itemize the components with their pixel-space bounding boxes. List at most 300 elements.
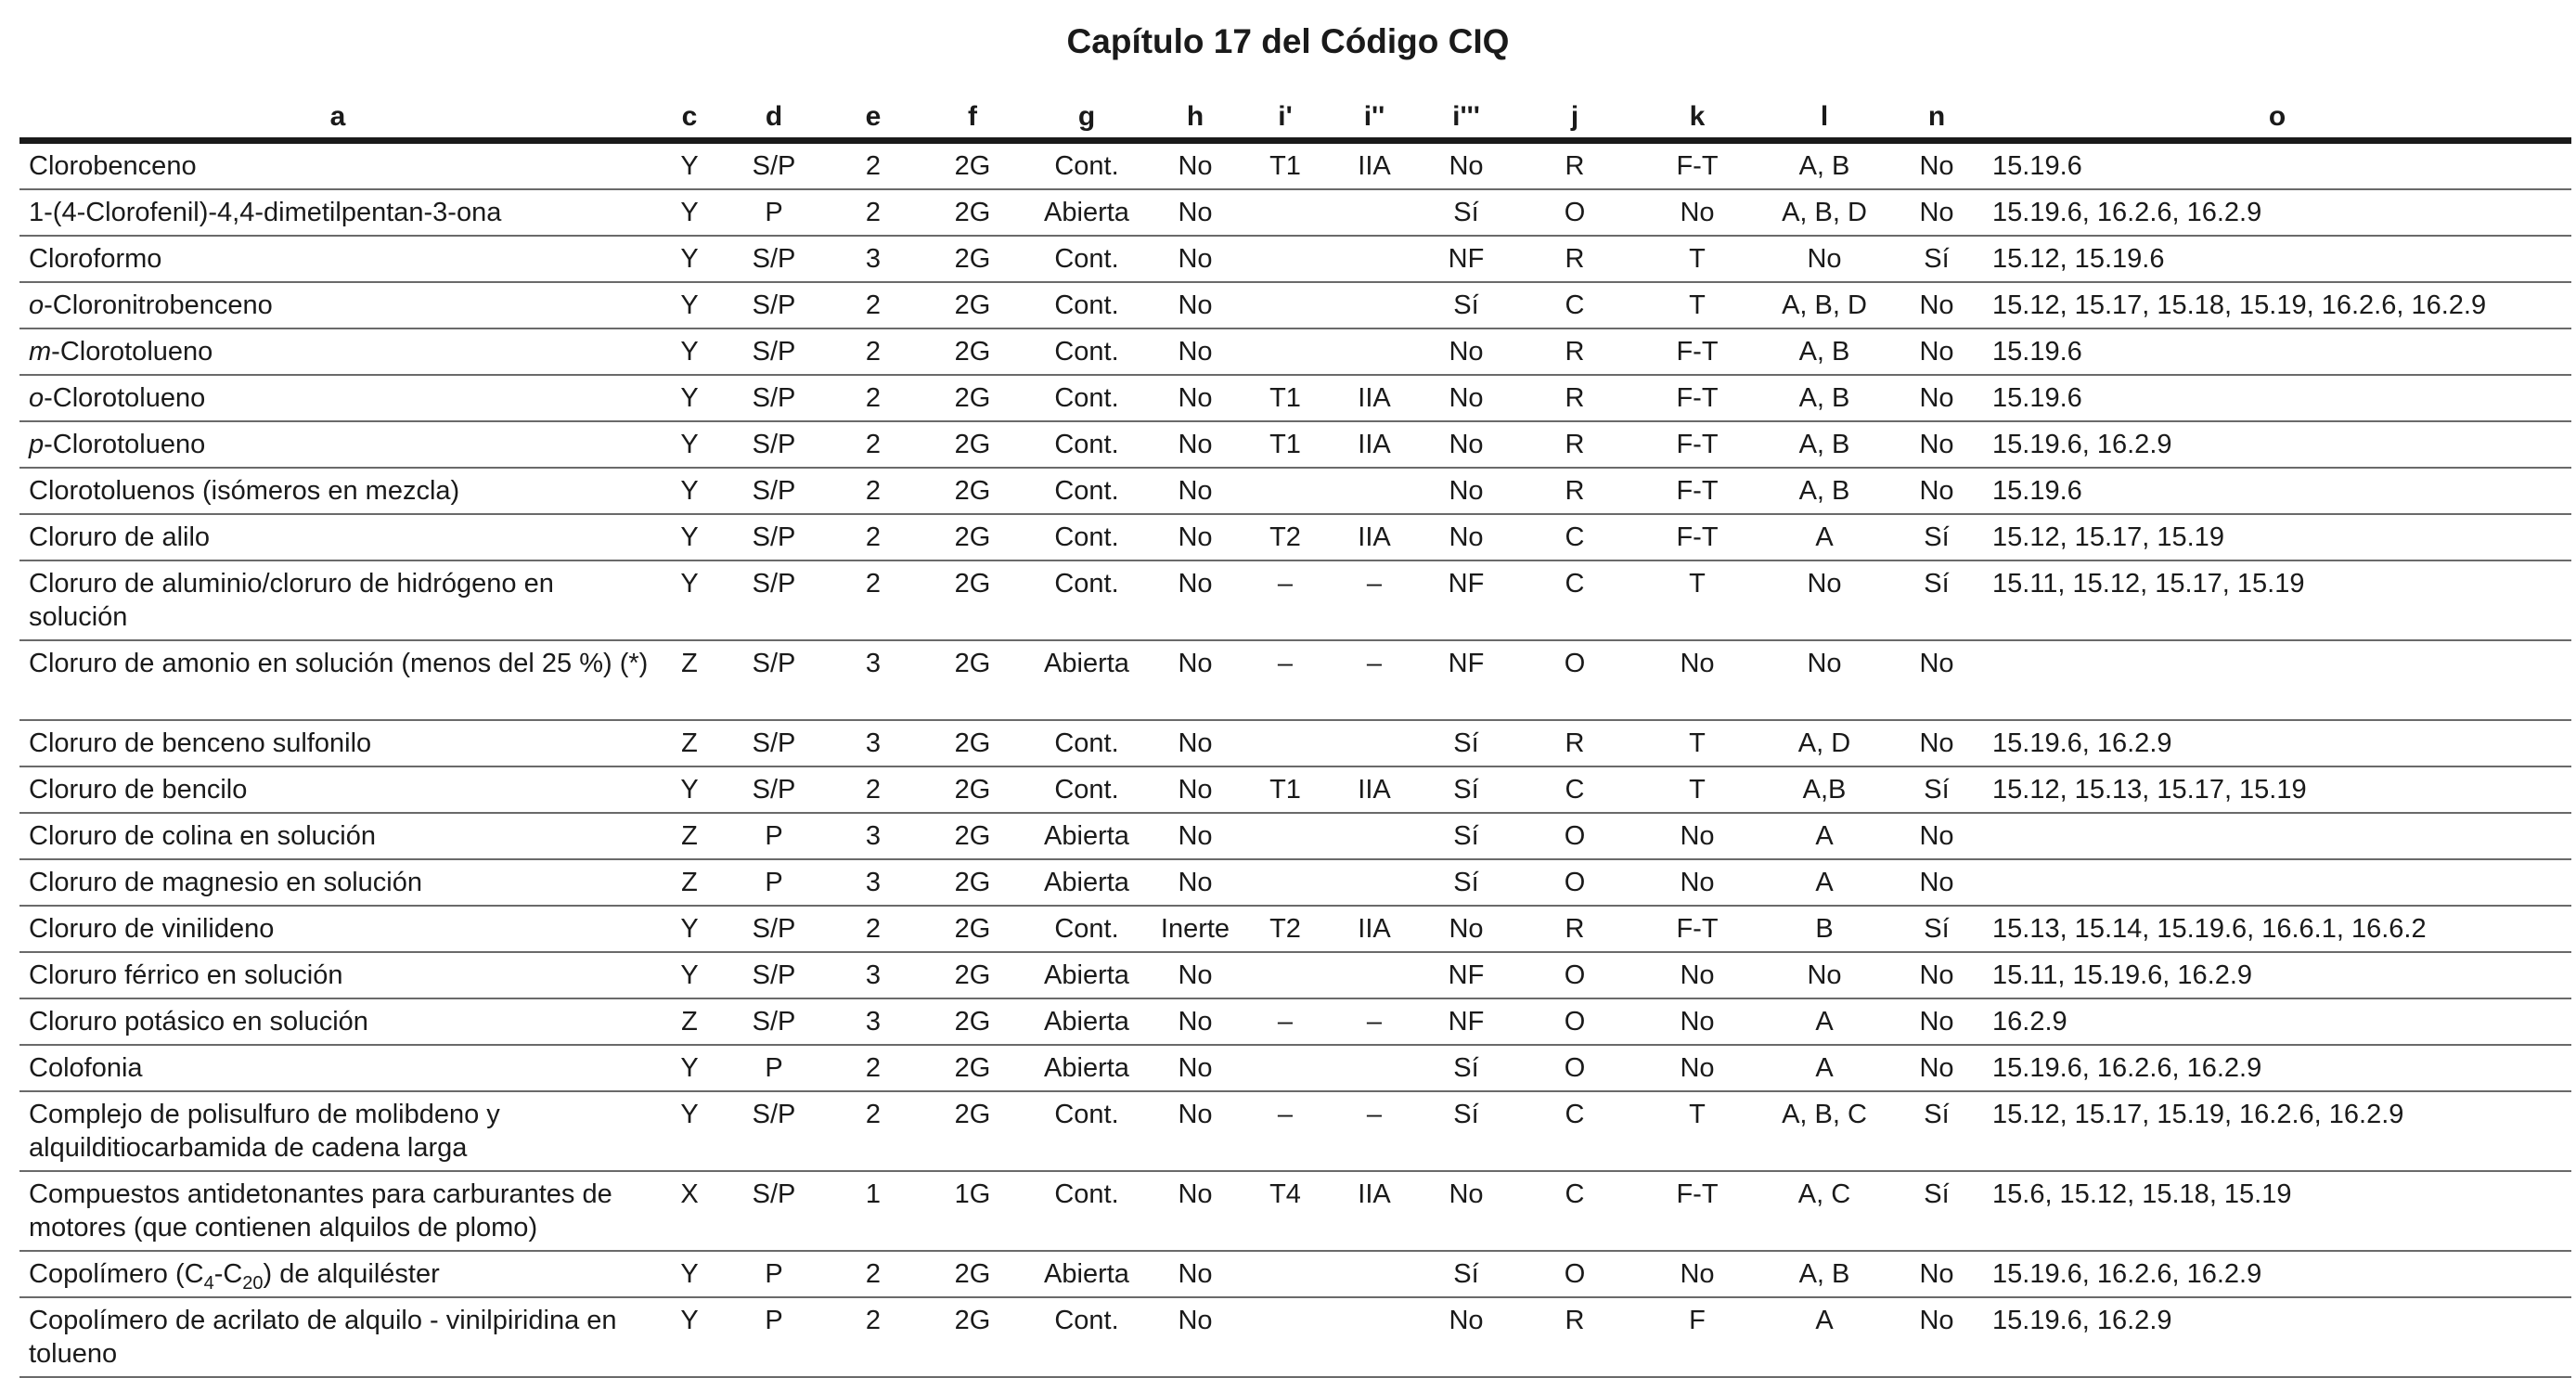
- cell-f: 2G: [921, 1297, 1024, 1377]
- cell-d: S/P: [723, 514, 825, 560]
- cell-h: No: [1150, 1171, 1241, 1251]
- cell-i1: T1: [1241, 141, 1330, 190]
- cell-e: 2: [825, 514, 921, 560]
- cell-g: Cont.: [1024, 1171, 1150, 1251]
- cell-o: 15.19.6, 16.2.6, 16.2.9: [1983, 1251, 2571, 1297]
- substance-name-cell: [19, 720, 656, 766]
- cell-i3: Sí: [1419, 1251, 1513, 1297]
- cell-g: Cont.: [1024, 468, 1150, 514]
- cell-j: O: [1513, 952, 1636, 998]
- header-row: [19, 97, 2571, 141]
- cell-l: A, B: [1758, 468, 1890, 514]
- table-row: [19, 375, 2571, 421]
- table-row: [19, 514, 2571, 560]
- name-text: Cloruro de alilo: [29, 522, 211, 552]
- cell-h: No: [1150, 468, 1241, 514]
- cell-j: O: [1513, 998, 1636, 1045]
- column-header: h: [1150, 97, 1241, 141]
- cell-f: 2G: [921, 328, 1024, 375]
- cell-f: 2G: [921, 236, 1024, 282]
- cell-d: P: [723, 1251, 825, 1297]
- cell-h: No: [1150, 236, 1241, 282]
- cell-j: C: [1513, 560, 1636, 640]
- cell-k: F-T: [1636, 906, 1758, 952]
- cell-c: Z: [656, 640, 723, 720]
- cell-i3: Sí: [1419, 859, 1513, 906]
- name-text: Cloruro de vinilideno: [29, 914, 275, 944]
- cell-i2: IIA: [1330, 514, 1419, 560]
- cell-o: 15.19.6: [1983, 375, 2571, 421]
- cell-d: S/P: [723, 141, 825, 190]
- cell-g: Abierta: [1024, 189, 1150, 236]
- cell-d: P: [723, 859, 825, 906]
- cell-e: 3: [825, 720, 921, 766]
- cell-c: Y: [656, 560, 723, 640]
- cell-i1: [1241, 1297, 1330, 1377]
- cell-g: Abierta: [1024, 813, 1150, 859]
- cell-o: [1983, 859, 2571, 906]
- isomer-prefix: p: [29, 430, 45, 459]
- cell-k: F-T: [1636, 468, 1758, 514]
- cell-i2: [1330, 236, 1419, 282]
- cell-i3: Sí: [1419, 189, 1513, 236]
- cell-l: A: [1758, 859, 1890, 906]
- cell-f: 2G: [921, 375, 1024, 421]
- cell-e: 3: [825, 236, 921, 282]
- table-row: [19, 560, 2571, 640]
- cell-f: 2G: [921, 640, 1024, 720]
- cell-l: A: [1758, 813, 1890, 859]
- cell-k: No: [1636, 1251, 1758, 1297]
- isomer-prefix: m: [29, 337, 52, 367]
- cell-h: No: [1150, 141, 1241, 190]
- cell-h: No: [1150, 189, 1241, 236]
- substance-name-cell: [19, 141, 656, 190]
- cell-h: No: [1150, 813, 1241, 859]
- cell-n: No: [1890, 141, 1983, 190]
- cell-l: A, B: [1758, 328, 1890, 375]
- cell-e: 2: [825, 421, 921, 468]
- cell-l: No: [1758, 560, 1890, 640]
- cell-l: A, B: [1758, 375, 1890, 421]
- cell-l: A, B: [1758, 1251, 1890, 1297]
- substance-name-cell: [19, 906, 656, 952]
- cell-i2: –: [1330, 640, 1419, 720]
- column-header: i''': [1419, 97, 1513, 141]
- cell-g: Cont.: [1024, 766, 1150, 813]
- cell-i1: T2: [1241, 514, 1330, 560]
- cell-k: F-T: [1636, 421, 1758, 468]
- substance-name-cell: [19, 1045, 656, 1091]
- cell-h: No: [1150, 282, 1241, 328]
- substance-name-cell: [19, 952, 656, 998]
- cell-i3: No: [1419, 375, 1513, 421]
- substance-name-cell: [19, 1251, 656, 1297]
- cell-i1: T2: [1241, 906, 1330, 952]
- name-text: -Clorotolueno: [51, 337, 213, 367]
- cell-k: T: [1636, 282, 1758, 328]
- cell-k: No: [1636, 952, 1758, 998]
- cell-i3: Sí: [1419, 282, 1513, 328]
- name-text: Cloruro de benceno sulfonilo: [29, 728, 372, 758]
- cell-e: 2: [825, 906, 921, 952]
- cell-k: T: [1636, 1091, 1758, 1171]
- cell-o: 15.12, 15.13, 15.17, 15.19: [1983, 766, 2571, 813]
- cell-h: No: [1150, 375, 1241, 421]
- substance-name-cell: [19, 236, 656, 282]
- name-text: Cloruro de magnesio en solución: [29, 868, 422, 897]
- substance-name-cell: [19, 1171, 656, 1251]
- cell-f: 1G: [921, 1171, 1024, 1251]
- cell-l: No: [1758, 640, 1890, 720]
- cell-h: No: [1150, 1091, 1241, 1171]
- table-row: [19, 421, 2571, 468]
- cell-o: 15.19.6, 16.2.9: [1983, 1297, 2571, 1377]
- cell-h: No: [1150, 1045, 1241, 1091]
- cell-n: No: [1890, 421, 1983, 468]
- subscript-text: 4: [203, 1272, 214, 1294]
- cell-i2: IIA: [1330, 1171, 1419, 1251]
- cell-e: 2: [825, 1251, 921, 1297]
- cell-d: S/P: [723, 720, 825, 766]
- cell-i1: –: [1241, 640, 1330, 720]
- table-row: [19, 282, 2571, 328]
- cell-j: R: [1513, 328, 1636, 375]
- substance-name-cell: [19, 514, 656, 560]
- cell-d: P: [723, 189, 825, 236]
- cell-o: 15.19.6: [1983, 328, 2571, 375]
- page-title: Capítulo 17 del Código CIQ: [1066, 22, 1510, 60]
- cell-o: 15.19.6, 16.2.9: [1983, 421, 2571, 468]
- cell-o: 15.12, 15.17, 15.19: [1983, 514, 2571, 560]
- cell-i3: Sí: [1419, 1091, 1513, 1171]
- column-header: a: [19, 97, 656, 141]
- table-row: [19, 328, 2571, 375]
- cell-o: 15.19.6: [1983, 141, 2571, 190]
- cell-g: Abierta: [1024, 998, 1150, 1045]
- substance-name-cell: [19, 421, 656, 468]
- cell-j: C: [1513, 766, 1636, 813]
- cell-i1: [1241, 236, 1330, 282]
- cell-i2: [1330, 282, 1419, 328]
- cell-j: R: [1513, 141, 1636, 190]
- cell-h: No: [1150, 1251, 1241, 1297]
- cargo-requirements-table: [19, 97, 2571, 1378]
- cell-o: [1983, 640, 2571, 720]
- cell-i3: No: [1419, 421, 1513, 468]
- cell-k: No: [1636, 189, 1758, 236]
- cell-i2: [1330, 189, 1419, 236]
- cell-l: A, D: [1758, 720, 1890, 766]
- cell-g: Abierta: [1024, 1251, 1150, 1297]
- cell-h: No: [1150, 514, 1241, 560]
- cell-i2: [1330, 328, 1419, 375]
- cell-k: T: [1636, 560, 1758, 640]
- cell-i3: NF: [1419, 998, 1513, 1045]
- cell-l: A, B, D: [1758, 282, 1890, 328]
- cell-e: 3: [825, 998, 921, 1045]
- cell-j: R: [1513, 421, 1636, 468]
- cell-k: T: [1636, 766, 1758, 813]
- cell-c: Y: [656, 375, 723, 421]
- name-text: Cloruro de amonio en solución (menos del 25 %) (*): [29, 649, 649, 678]
- table-row: [19, 813, 2571, 859]
- cell-k: No: [1636, 1045, 1758, 1091]
- cell-d: S/P: [723, 640, 825, 720]
- column-header: e: [825, 97, 921, 141]
- cell-l: A, B: [1758, 421, 1890, 468]
- cell-d: P: [723, 1297, 825, 1377]
- cell-h: No: [1150, 328, 1241, 375]
- cell-i3: No: [1419, 468, 1513, 514]
- cell-i2: IIA: [1330, 766, 1419, 813]
- cell-i3: No: [1419, 141, 1513, 190]
- cell-e: 3: [825, 640, 921, 720]
- table-row: [19, 906, 2571, 952]
- table-row: [19, 1091, 2571, 1171]
- cell-i2: [1330, 1045, 1419, 1091]
- isomer-prefix: o: [29, 290, 45, 320]
- cell-i1: –: [1241, 1091, 1330, 1171]
- cell-h: No: [1150, 421, 1241, 468]
- cell-i1: T1: [1241, 375, 1330, 421]
- cell-o: 15.12, 15.17, 15.18, 15.19, 16.2.6, 16.2.9: [1983, 282, 2571, 328]
- cell-g: Abierta: [1024, 859, 1150, 906]
- cell-e: 2: [825, 560, 921, 640]
- cell-l: No: [1758, 236, 1890, 282]
- cell-i2: [1330, 859, 1419, 906]
- cell-i1: [1241, 189, 1330, 236]
- cell-o: 15.6, 15.12, 15.18, 15.19: [1983, 1171, 2571, 1251]
- name-text: Colofonia: [29, 1053, 143, 1083]
- cell-i1: T4: [1241, 1171, 1330, 1251]
- cell-j: C: [1513, 282, 1636, 328]
- name-text: Compuestos antidetonantes para carburantes de motores (que contienen alquilos de plomo): [29, 1179, 612, 1243]
- cell-n: Sí: [1890, 560, 1983, 640]
- cell-i3: No: [1419, 328, 1513, 375]
- table-row: [19, 998, 2571, 1045]
- cell-n: No: [1890, 1297, 1983, 1377]
- table-row: [19, 766, 2571, 813]
- cell-o: 15.13, 15.14, 15.19.6, 16.6.1, 16.6.2: [1983, 906, 2571, 952]
- substance-name-cell: [19, 282, 656, 328]
- name-text: Cloroformo: [29, 244, 162, 274]
- cell-i3: NF: [1419, 640, 1513, 720]
- cell-f: 2G: [921, 766, 1024, 813]
- cell-g: Abierta: [1024, 952, 1150, 998]
- cell-d: S/P: [723, 282, 825, 328]
- substance-name-cell: [19, 1091, 656, 1171]
- cell-h: No: [1150, 998, 1241, 1045]
- cell-i2: [1330, 468, 1419, 514]
- cell-i2: –: [1330, 1091, 1419, 1171]
- substance-name-cell: [19, 640, 656, 720]
- cell-c: Y: [656, 421, 723, 468]
- cell-n: Sí: [1890, 1091, 1983, 1171]
- cell-c: Y: [656, 282, 723, 328]
- cell-n: No: [1890, 375, 1983, 421]
- substance-name-cell: [19, 859, 656, 906]
- cell-g: Abierta: [1024, 640, 1150, 720]
- cell-d: S/P: [723, 328, 825, 375]
- cell-i2: [1330, 1251, 1419, 1297]
- cell-f: 2G: [921, 813, 1024, 859]
- table-row: [19, 1251, 2571, 1297]
- cell-i3: NF: [1419, 560, 1513, 640]
- cell-n: No: [1890, 328, 1983, 375]
- cell-g: Cont.: [1024, 906, 1150, 952]
- cell-o: 15.12, 15.17, 15.19, 16.2.6, 16.2.9: [1983, 1091, 2571, 1171]
- substance-name-cell: [19, 1297, 656, 1377]
- name-text: Clorotoluenos (isómeros en mezcla): [29, 476, 460, 506]
- cell-n: No: [1890, 282, 1983, 328]
- cell-i1: [1241, 328, 1330, 375]
- cell-g: Abierta: [1024, 1045, 1150, 1091]
- cell-i3: Sí: [1419, 766, 1513, 813]
- cell-l: A: [1758, 514, 1890, 560]
- cell-c: Y: [656, 1297, 723, 1377]
- cell-f: 2G: [921, 468, 1024, 514]
- cell-f: 2G: [921, 720, 1024, 766]
- cell-o: 15.19.6, 16.2.9: [1983, 720, 2571, 766]
- cell-i2: [1330, 813, 1419, 859]
- cell-h: No: [1150, 952, 1241, 998]
- cell-f: 2G: [921, 141, 1024, 190]
- column-header: f: [921, 97, 1024, 141]
- substance-name-cell: [19, 189, 656, 236]
- cell-o: 15.19.6: [1983, 468, 2571, 514]
- cell-c: Y: [656, 328, 723, 375]
- table-row: [19, 859, 2571, 906]
- cell-n: Sí: [1890, 514, 1983, 560]
- cell-h: No: [1150, 640, 1241, 720]
- cell-d: S/P: [723, 236, 825, 282]
- cell-d: S/P: [723, 906, 825, 952]
- cell-e: 2: [825, 282, 921, 328]
- cell-j: O: [1513, 189, 1636, 236]
- cell-d: S/P: [723, 421, 825, 468]
- cell-i1: [1241, 952, 1330, 998]
- cell-i2: IIA: [1330, 141, 1419, 190]
- cell-c: Z: [656, 859, 723, 906]
- name-text: 1-(4-Clorofenil)-4,4-dimetilpentan-3-ona: [29, 198, 502, 227]
- cell-h: Inerte: [1150, 906, 1241, 952]
- cell-i1: [1241, 468, 1330, 514]
- cell-e: 3: [825, 859, 921, 906]
- isomer-prefix: o: [29, 383, 45, 413]
- table-row: [19, 640, 2571, 720]
- cell-f: 2G: [921, 421, 1024, 468]
- cell-k: No: [1636, 998, 1758, 1045]
- cell-g: Cont.: [1024, 328, 1150, 375]
- name-text: Cloruro de colina en solución: [29, 821, 376, 851]
- cell-c: Z: [656, 813, 723, 859]
- name-text: Complejo de polisulfuro de molibdeno y alquilditiocarbamida de cadena larga: [29, 1100, 500, 1163]
- column-header: d: [723, 97, 825, 141]
- cell-d: S/P: [723, 560, 825, 640]
- cell-c: Y: [656, 514, 723, 560]
- name-text: -Cloronitrobenceno: [44, 290, 273, 320]
- cell-n: No: [1890, 720, 1983, 766]
- cell-n: No: [1890, 640, 1983, 720]
- substance-name-cell: [19, 998, 656, 1045]
- subscript-text: 20: [242, 1272, 264, 1294]
- name-text: Copolímero (C: [29, 1259, 204, 1289]
- name-text: Cloruro de bencilo: [29, 775, 248, 805]
- cell-j: R: [1513, 236, 1636, 282]
- table-row: [19, 720, 2571, 766]
- cell-f: 2G: [921, 189, 1024, 236]
- cell-g: Cont.: [1024, 282, 1150, 328]
- cell-o: 16.2.9: [1983, 998, 2571, 1045]
- cell-c: Y: [656, 906, 723, 952]
- cell-i3: No: [1419, 514, 1513, 560]
- cell-f: 2G: [921, 560, 1024, 640]
- cell-j: R: [1513, 468, 1636, 514]
- cell-c: Y: [656, 468, 723, 514]
- cell-i2: IIA: [1330, 375, 1419, 421]
- cell-k: F-T: [1636, 328, 1758, 375]
- cell-g: Cont.: [1024, 375, 1150, 421]
- cell-i2: IIA: [1330, 906, 1419, 952]
- substance-name-cell: [19, 468, 656, 514]
- cell-c: Y: [656, 189, 723, 236]
- name-text: -Clorotolueno: [44, 383, 206, 413]
- cell-k: T: [1636, 236, 1758, 282]
- cell-j: O: [1513, 640, 1636, 720]
- cell-g: Cont.: [1024, 720, 1150, 766]
- cell-j: C: [1513, 514, 1636, 560]
- cell-i1: T1: [1241, 421, 1330, 468]
- cell-i2: –: [1330, 998, 1419, 1045]
- cell-d: P: [723, 1045, 825, 1091]
- substance-name-cell: [19, 375, 656, 421]
- cell-d: S/P: [723, 998, 825, 1045]
- cell-f: 2G: [921, 282, 1024, 328]
- cell-d: S/P: [723, 952, 825, 998]
- table-row: [19, 1171, 2571, 1251]
- cell-e: 2: [825, 141, 921, 190]
- cell-h: No: [1150, 766, 1241, 813]
- cell-f: 2G: [921, 859, 1024, 906]
- cell-i2: IIA: [1330, 421, 1419, 468]
- cell-d: S/P: [723, 1171, 825, 1251]
- cell-e: 2: [825, 1045, 921, 1091]
- table-row: [19, 236, 2571, 282]
- substance-name-cell: [19, 813, 656, 859]
- cell-n: No: [1890, 813, 1983, 859]
- cell-i1: [1241, 1045, 1330, 1091]
- cell-i3: No: [1419, 906, 1513, 952]
- cell-g: Cont.: [1024, 560, 1150, 640]
- substance-name-cell: [19, 560, 656, 640]
- name-text: Copolímero de acrilato de alquilo - vinilpiridina en tolueno: [29, 1306, 617, 1369]
- cell-d: S/P: [723, 375, 825, 421]
- cell-c: Y: [656, 1251, 723, 1297]
- substance-name-cell: [19, 766, 656, 813]
- cell-i2: [1330, 952, 1419, 998]
- cell-i3: No: [1419, 1297, 1513, 1377]
- cell-c: X: [656, 1171, 723, 1251]
- name-text: -C: [213, 1259, 243, 1289]
- cell-d: S/P: [723, 1091, 825, 1171]
- cell-j: O: [1513, 859, 1636, 906]
- cell-l: A, C: [1758, 1171, 1890, 1251]
- cell-k: F: [1636, 1297, 1758, 1377]
- cell-l: A, B: [1758, 141, 1890, 190]
- cell-j: O: [1513, 1251, 1636, 1297]
- cell-f: 2G: [921, 1091, 1024, 1171]
